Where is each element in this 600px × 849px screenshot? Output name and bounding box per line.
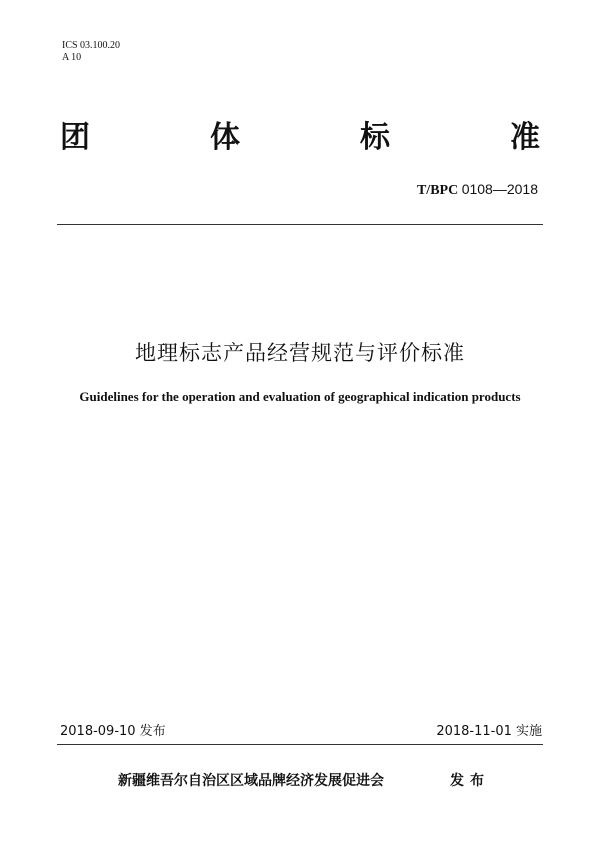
ics-code: ICS 03.100.20 bbox=[62, 40, 121, 51]
standard-type-char-3: 标 bbox=[360, 120, 390, 155]
ccs-code: A 10 bbox=[62, 52, 82, 63]
standard-code-prefix: T/BPC bbox=[416, 183, 459, 198]
bottom-divider bbox=[57, 744, 543, 745]
top-divider bbox=[57, 224, 543, 225]
publisher-name: 新疆维吾尔自治区区域品牌经济发展促进会 bbox=[118, 773, 384, 789]
standard-type-char-2: 体 bbox=[210, 120, 240, 155]
standard-type-char-1: 团 bbox=[60, 120, 90, 155]
standard-type-heading bbox=[60, 118, 540, 158]
standard-code-number: 0108—2018 bbox=[461, 181, 538, 197]
document-title-chinese: 地理标志产品经营规范与评价标准 bbox=[135, 341, 465, 365]
implementation-date: 2018-11-01 实施 bbox=[436, 724, 542, 739]
standard-code bbox=[417, 181, 538, 199]
issue-date: 2018-09-10 发布 bbox=[60, 724, 166, 739]
standard-type-char-4: 准 bbox=[510, 120, 540, 155]
publish-label: 发布 bbox=[450, 773, 490, 789]
document-title-english: Guidelines for the operation and evaluation of geographical indication products bbox=[79, 389, 521, 404]
classification-codes bbox=[62, 40, 120, 64]
